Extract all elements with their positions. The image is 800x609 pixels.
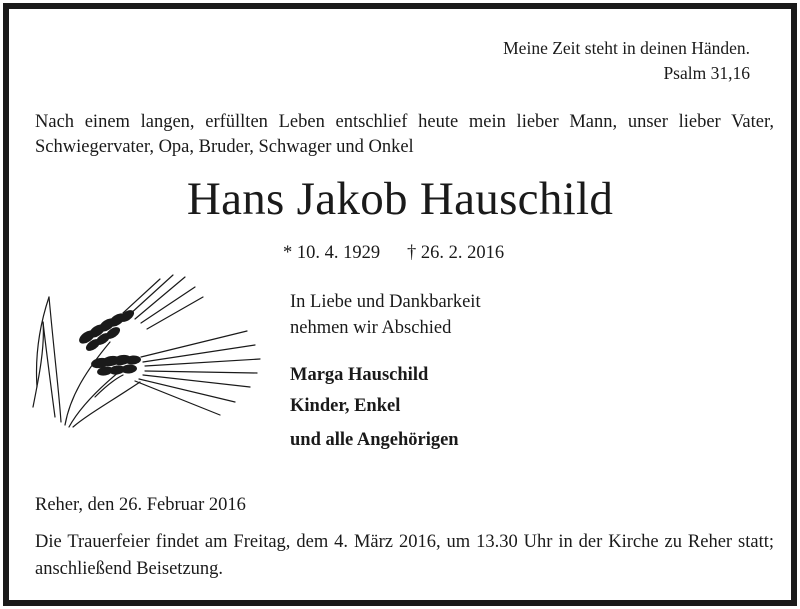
verse-reference: Psalm 31,16 bbox=[663, 63, 750, 83]
place-date: Reher, den 26. Februar 2016 bbox=[35, 495, 246, 515]
intro-text: Nach einem langen, erfüllten Leben entschlief heute mein lieber Mann, unser lieber Vater, Schwiegervater, Opa, Bruder, Schwager und Onkel bbox=[35, 112, 774, 157]
mourner-1: Marga Hauschild bbox=[290, 365, 429, 385]
obituary-notice bbox=[3, 3, 797, 606]
farewell-line-1: In Liebe und Dankbarkeit bbox=[290, 292, 481, 312]
service-info: Die Trauerfeier findet am Freitag, dem 4. März 2016, um 13.30 Uhr in der Kirche zu Reher statt; anschließend Beisetzung. bbox=[35, 532, 774, 579]
deceased-name: Hans Jakob Hauschild bbox=[186, 173, 614, 225]
wheat-ears-icon bbox=[25, 267, 275, 437]
farewell-line-2: nehmen wir Abschied bbox=[290, 318, 452, 338]
birth-date: * 10. 4. 1929 bbox=[283, 243, 381, 263]
verse-text: Meine Zeit steht in deinen Händen. bbox=[503, 38, 750, 58]
death-date: † 26. 2. 2016 bbox=[407, 243, 505, 263]
mourner-3: und alle Angehörigen bbox=[290, 430, 459, 450]
mourner-2: Kinder, Enkel bbox=[290, 396, 401, 416]
